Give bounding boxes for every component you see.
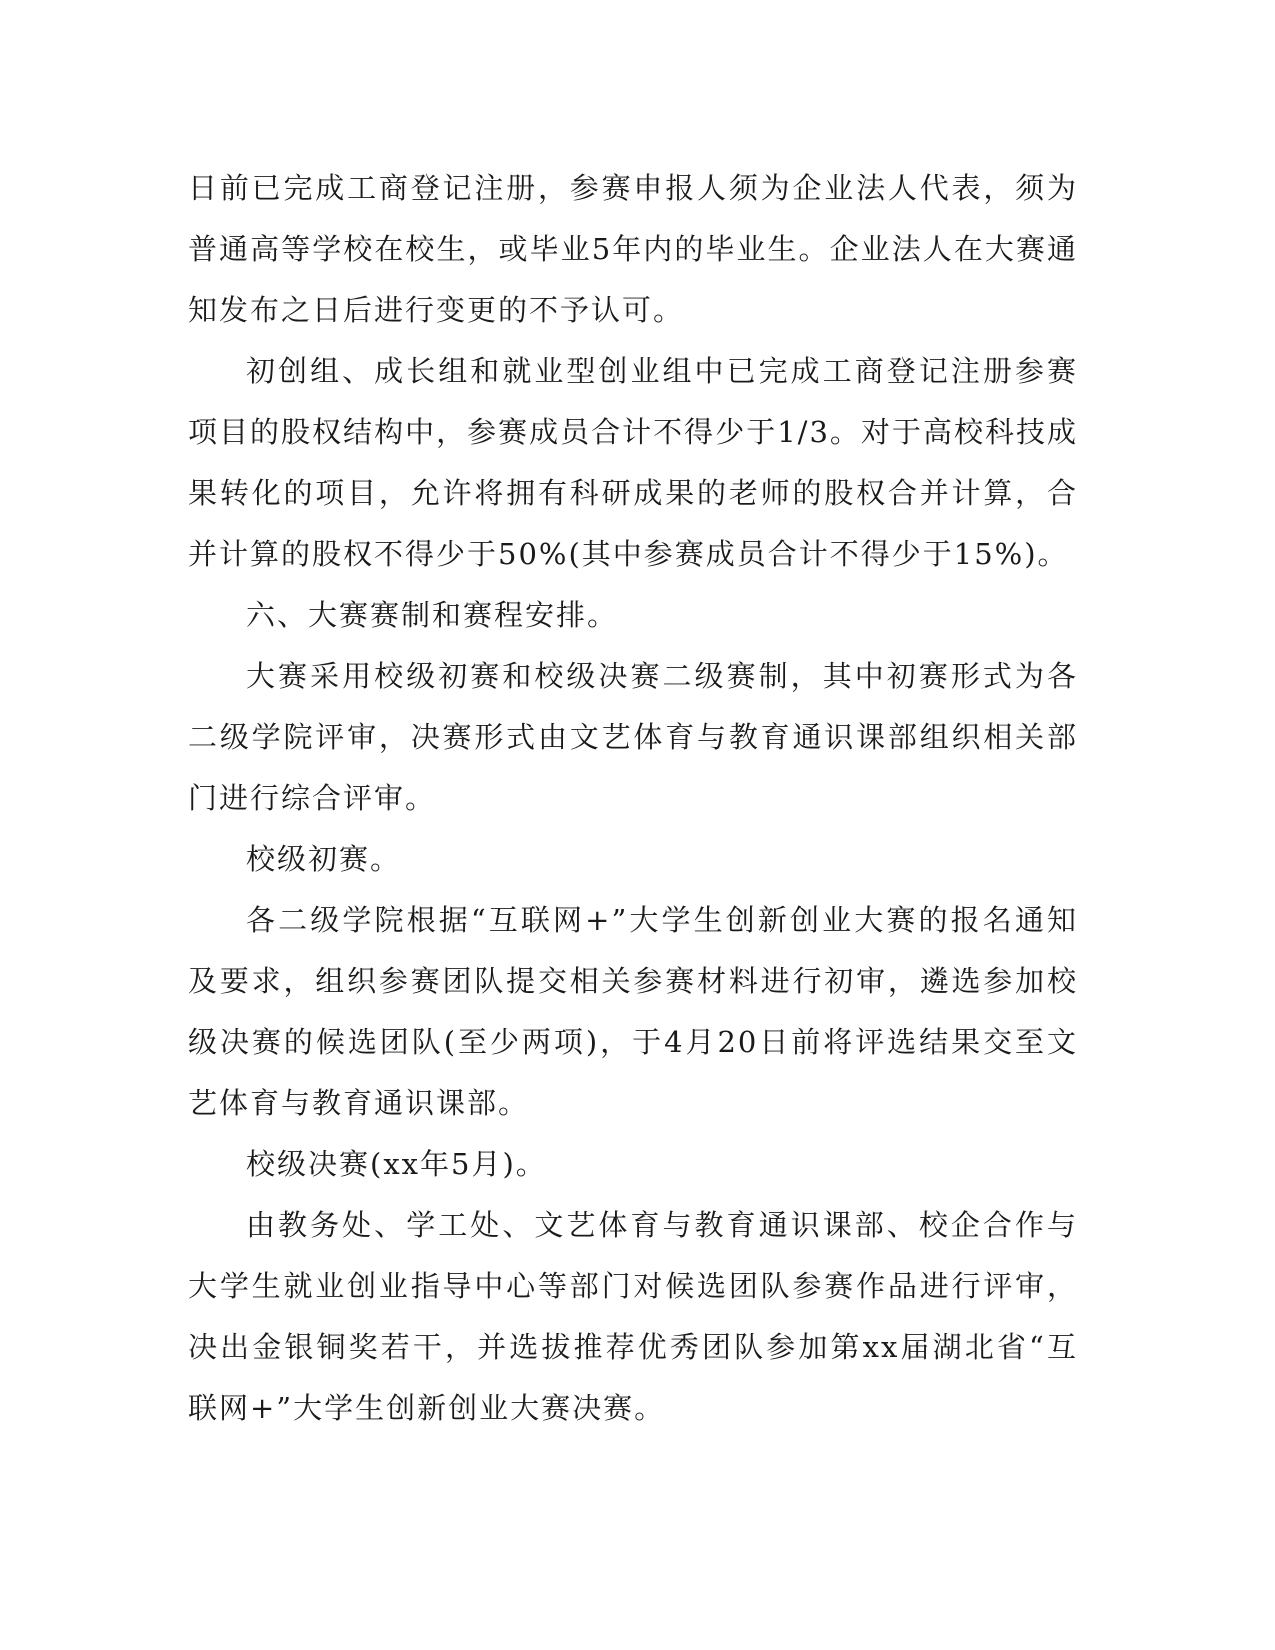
paragraph-preliminary-round: 各二级学院根据“互联网+”大学生创新创业大赛的报名通知及要求，组织参赛团队提交相关参赛材料进行初审，遴选参加校级决赛的候选团队(至少两项)，于4月20日前将评选结果交至文艺体育与教育通识课部。	[188, 903, 1078, 1120]
subheading-final-round: 校级决赛(xx年5月)。	[246, 1147, 547, 1181]
paragraph-equity-structure: 初创组、成长组和就业型创业组中已完成工商登记注册参赛项目的股权结构中，参赛成员合计不得少于1/3。对于高校科技成果转化的项目，允许将拥有科研成果的老师的股权合并计算，合并计算的股权不得少于50%(其中参赛成员合计不得少于15%)。	[188, 354, 1078, 571]
paragraph-competition-format: 大赛采用校级初赛和校级决赛二级赛制，其中初赛形式为各二级学院评审，决赛形式由文艺体育与教育通识课部组织相关部门进行综合评审。	[188, 659, 1078, 815]
paragraph-registration-requirements: 日前已完成工商登记注册，参赛申报人须为企业法人代表，须为普通高等学校在校生，或毕业5年内的毕业生。企业法人在大赛通知发布之日后进行变更的不予认可。	[188, 171, 1078, 327]
subheading-preliminary-round: 校级初赛。	[246, 842, 402, 876]
paragraph-final-round: 由教务处、学工处、文艺体育与教育通识课部、校企合作与大学生就业创业指导中心等部门对候选团队参赛作品进行评审，决出金银铜奖若干，并选拔推荐优秀团队参加第xx届湖北省“互联网+”大学生创新创业大赛决赛。	[188, 1208, 1078, 1425]
section-heading-competition-schedule: 六、大赛赛制和赛程安排。	[246, 598, 619, 632]
document-body	[188, 158, 1078, 1439]
